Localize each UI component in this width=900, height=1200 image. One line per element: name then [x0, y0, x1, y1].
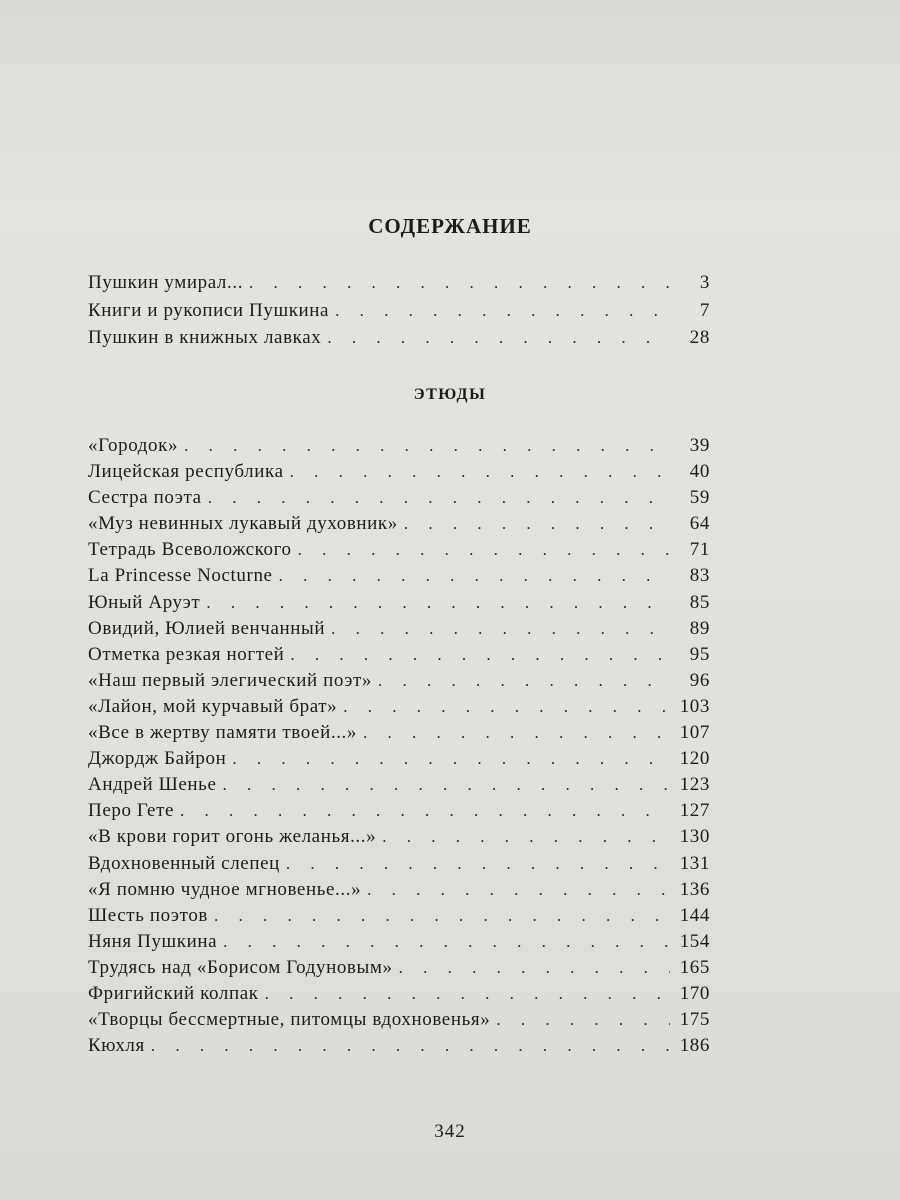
toc-entry-page: 103 — [679, 695, 710, 717]
toc-entry-page: 144 — [679, 904, 710, 926]
dot-leader — [327, 325, 670, 351]
toc-entry-title: Вдохновенный слепец — [88, 852, 280, 874]
dot-leader — [404, 511, 670, 537]
toc-entry — [88, 485, 710, 511]
dot-leader — [331, 616, 670, 642]
toc-entry-title: «Наш первый элегический поэт» — [88, 669, 372, 691]
dot-leader — [367, 877, 670, 903]
dot-leader — [208, 485, 670, 511]
toc-entry — [88, 616, 710, 642]
toc-entry — [88, 1007, 710, 1033]
toc-entry-title: Овидий, Юлией венчанный — [88, 617, 326, 639]
toc-entry-page: 175 — [679, 1009, 710, 1031]
dot-leader — [399, 955, 670, 981]
dot-leader — [496, 1007, 670, 1033]
toc-entry-page: 154 — [679, 930, 710, 952]
toc-entry-title: Сестра поэта — [88, 487, 202, 509]
dot-leader — [298, 537, 670, 563]
dot-leader — [343, 694, 670, 720]
toc-entry — [88, 433, 710, 459]
toc-entry-page: 123 — [679, 774, 710, 796]
toc-entry-page: 85 — [689, 591, 710, 613]
toc-entry-title: Фригийский колпак — [88, 982, 259, 1004]
toc-entry-title: Книги и рукописи Пушкина — [88, 299, 330, 321]
toc-entry-title: Перо Гете — [88, 800, 175, 822]
toc-entry-title: Отметка резкая ногтей — [88, 643, 285, 665]
toc-entry — [88, 459, 710, 485]
page-number: 342 — [434, 1121, 466, 1142]
toc-entry — [88, 590, 710, 616]
dot-leader — [378, 668, 670, 694]
toc-entry-title: «Муз невинных лукавый духовник» — [88, 513, 398, 535]
toc-entry-page: 165 — [679, 956, 710, 978]
toc-entry-title: Тетрадь Всеволожского — [88, 539, 292, 561]
toc-entry-title: Кюхля — [88, 1035, 145, 1057]
toc-entry-page: 131 — [679, 852, 710, 874]
toc-entry-page: 136 — [679, 878, 710, 900]
toc-entry-title: «Городок» — [88, 435, 179, 456]
toc-entry — [88, 298, 710, 326]
toc-entry — [88, 929, 710, 955]
dot-leader — [222, 772, 670, 798]
dot-leader — [382, 824, 670, 850]
dot-leader — [184, 433, 670, 459]
toc-entry-title: La Princesse Nocturne — [88, 565, 273, 587]
dot-leader — [290, 459, 670, 485]
toc-entry-title: Трудясь над «Борисом Годуновым» — [88, 956, 393, 978]
toc-entry — [88, 798, 710, 824]
dot-leader — [180, 798, 670, 824]
toc-entry — [88, 851, 710, 877]
toc-entry — [88, 1033, 710, 1059]
toc-entry — [88, 877, 710, 903]
toc-entry-title: «В крови горит огонь желанья...» — [88, 826, 377, 848]
dot-leader — [214, 903, 670, 929]
toc-entry-title: Пушкин в книжных лавках — [88, 327, 322, 348]
main-toc-list — [88, 270, 710, 353]
toc-entry-page: 170 — [679, 982, 710, 1004]
toc-entry — [88, 563, 710, 589]
dot-leader — [232, 746, 670, 772]
toc-entry-page: 7 — [699, 299, 710, 321]
toc-entry-title: Лицейская республика — [88, 461, 284, 483]
toc-entry-page: 40 — [689, 461, 710, 483]
etudes-toc-list — [88, 433, 710, 1059]
toc-entry-page: 127 — [679, 800, 710, 822]
toc-entry-page: 95 — [689, 643, 710, 665]
dot-leader — [290, 642, 670, 668]
toc-entry — [88, 720, 710, 746]
dot-leader — [223, 929, 670, 955]
toc-entry-page: 120 — [679, 748, 710, 770]
toc-entry-title: Пушкин умирал... — [88, 272, 244, 293]
toc-entry-title: «Творцы бессмертные, питомцы вдохновенья» — [88, 1009, 491, 1031]
toc-entry-page: 83 — [689, 565, 710, 587]
toc-entry-title: «Все в жертву памяти твоей...» — [88, 722, 357, 744]
toc-entry-title: Няня Пушкина — [88, 930, 218, 952]
toc-entry — [88, 694, 710, 720]
toc-entry-title: «Я помню чудное мгновенье...» — [88, 878, 362, 900]
toc-entry-page: 3 — [699, 272, 710, 293]
toc-entry — [88, 537, 710, 563]
toc-entry-page: 130 — [679, 826, 710, 848]
dot-leader — [151, 1033, 670, 1059]
toc-entry — [88, 642, 710, 668]
toc-entry — [88, 772, 710, 798]
dot-leader — [206, 590, 670, 616]
toc-entry-page: 71 — [689, 539, 710, 561]
toc-entry — [88, 981, 710, 1007]
contents-heading: СОДЕРЖАНИЕ — [368, 214, 532, 238]
toc-entry — [88, 955, 710, 981]
dot-leader — [279, 563, 670, 589]
section-heading-etudes: ЭТЮДЫ — [413, 386, 487, 403]
toc-entry-title: Шесть поэтов — [88, 904, 209, 926]
toc-entry-title: Андрей Шенье — [88, 774, 217, 796]
toc-entry — [88, 325, 710, 353]
toc-entry — [88, 668, 710, 694]
toc-entry-title: Джордж Байрон — [88, 748, 227, 770]
toc-entry — [88, 824, 710, 850]
toc-entry-title: «Лайон, мой курчавый брат» — [88, 695, 338, 717]
toc-entry-page: 186 — [679, 1035, 710, 1057]
toc-entry — [88, 746, 710, 772]
dot-leader — [265, 981, 670, 1007]
toc-entry-page: 39 — [689, 435, 710, 456]
dot-leader — [249, 270, 670, 296]
toc-entry-page: 59 — [689, 487, 710, 509]
toc-entry — [88, 270, 710, 298]
toc-entry-page: 64 — [689, 513, 710, 535]
show-through-text — [0, 0, 900, 200]
toc-entry-page: 89 — [689, 617, 710, 639]
toc-entry-page: 107 — [679, 722, 710, 744]
toc-entry — [88, 903, 710, 929]
toc-entry-title: Юный Аруэт — [88, 591, 201, 613]
toc-entry-page: 28 — [689, 327, 710, 348]
dot-leader — [363, 720, 670, 746]
dot-leader — [335, 298, 670, 324]
toc-entry — [88, 511, 710, 537]
dot-leader — [286, 851, 670, 877]
toc-entry-page: 96 — [689, 669, 710, 691]
